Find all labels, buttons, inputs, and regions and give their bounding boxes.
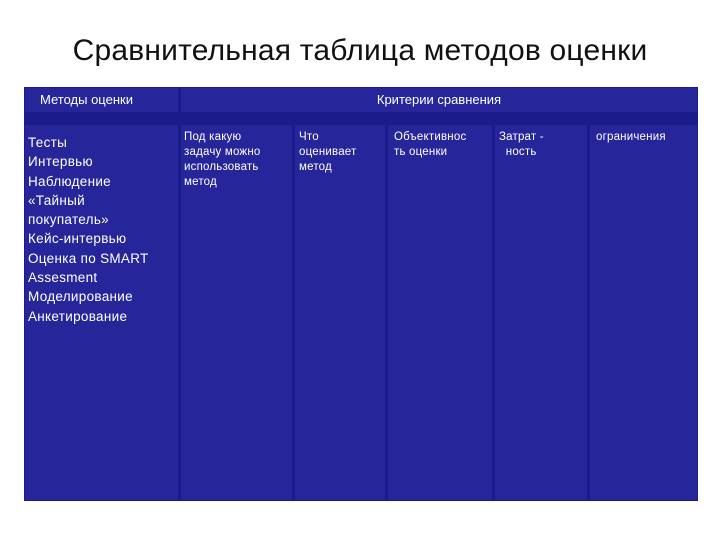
criteria-label-limitations: ограничения xyxy=(596,131,666,143)
method-item: Кейс-интервью xyxy=(28,231,127,247)
criteria-cell-cost xyxy=(495,125,587,500)
criteria-label-what: Что оценивает метод xyxy=(299,131,357,173)
method-item: Анкетирование xyxy=(28,308,128,324)
comparison-table xyxy=(24,87,698,501)
method-item: «Тайный xyxy=(28,192,85,208)
method-item: Оценка по SMART xyxy=(28,250,149,266)
method-item: покупатель» xyxy=(28,212,109,228)
criteria-cell-what xyxy=(295,125,385,500)
slide-title: Сравнительная таблица методов оценки xyxy=(72,34,648,67)
header-methods-cell xyxy=(25,88,178,112)
method-item: Моделирование xyxy=(28,289,133,305)
methods-list xyxy=(28,133,178,326)
criteria-cell-objectivity xyxy=(388,125,492,500)
method-item: Тесты xyxy=(28,135,68,150)
methods-cell xyxy=(25,125,178,500)
header-criteria-label: Критерии сравнения xyxy=(376,92,502,107)
header-criteria-cell xyxy=(181,88,697,112)
method-item: Интервью xyxy=(28,154,93,170)
criteria-label-objectivity: Объективнос ть оценки xyxy=(394,131,467,158)
method-item: Наблюдение xyxy=(28,173,111,189)
header-methods-label: Методы оценки xyxy=(40,92,133,107)
method-item: Assesment xyxy=(28,270,98,286)
criteria-label-cost: Затрат - ность xyxy=(499,131,544,158)
criteria-cell-task xyxy=(181,125,292,500)
criteria-cell-limitations xyxy=(590,125,697,500)
criteria-label-task: Под какую задачу можно использовать метод xyxy=(184,131,261,188)
